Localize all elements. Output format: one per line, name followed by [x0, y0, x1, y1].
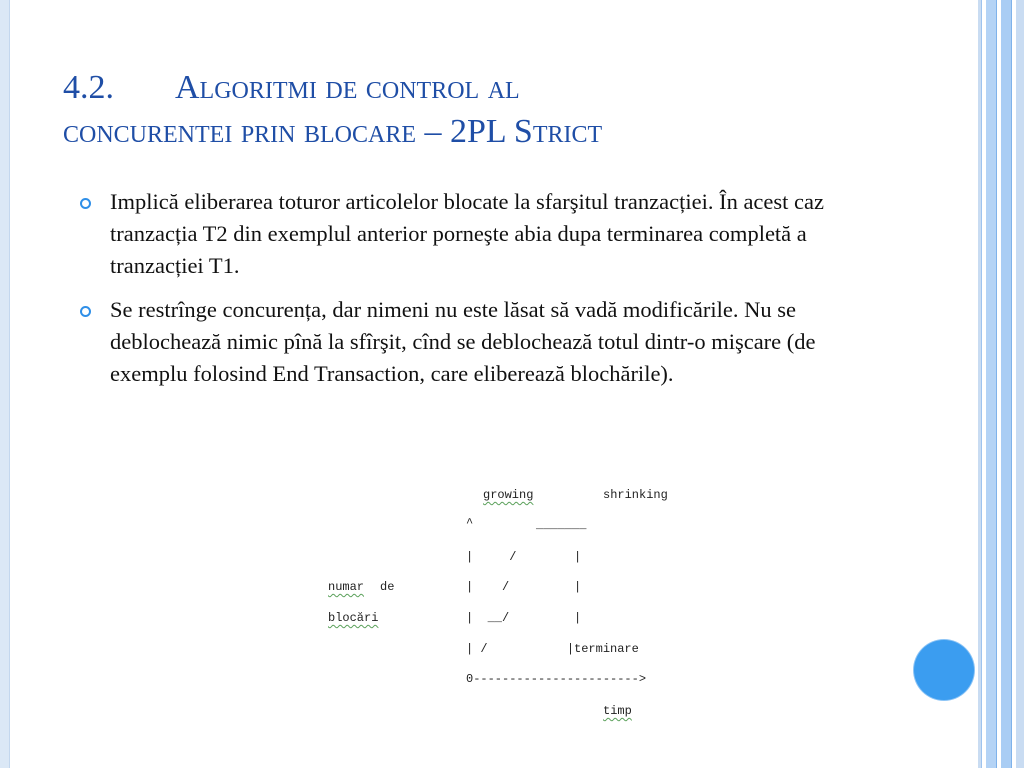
- plateau-line: _______: [536, 518, 587, 532]
- bullet-text: Implică eliberarea toturor articolelor blocate la sfarşitul tranzacției. În acest caz tranzacția T2 din exemplul anterior porneşte abia dupa terminarea completă a tranzacției T1.: [110, 189, 824, 278]
- y-label-blocari: blocări: [328, 611, 379, 625]
- diagram-row-4: | / |terminare: [466, 642, 639, 656]
- decorative-circle: [914, 640, 974, 700]
- y-label-numar: numar: [328, 580, 365, 594]
- 2pl-diagram: [300, 480, 780, 730]
- y-label-de: de: [380, 580, 395, 594]
- label-growing: growing: [483, 488, 534, 502]
- bullet-text: Se restrînge concurența, dar nimeni nu este lăsat să vadă modificările. Nu se deblochează nimic pînă la sfîrşit, cînd se deblochează totul dintr-o mişcare (de exemplu folosind End Transaction, care eliberează blochările).: [110, 297, 816, 386]
- diagram-row-1: | / |: [466, 550, 582, 564]
- bullet-item: [80, 186, 880, 282]
- title-line-2: concurentei prin blocare – 2PL Strict: [63, 113, 603, 150]
- y-axis-arrow: ^: [466, 516, 474, 530]
- x-axis: 0----------------------->: [466, 672, 647, 686]
- right-frame-stripes: [978, 0, 1024, 768]
- slide-title: [63, 66, 923, 154]
- diagram-row-2: | / |: [466, 580, 582, 594]
- bullet-list: [80, 186, 880, 402]
- x-label-timp: timp: [603, 704, 632, 718]
- bullet-item: [80, 294, 880, 390]
- label-shrinking: shrinking: [603, 488, 668, 502]
- bullet-ring-icon: [80, 306, 91, 317]
- section-number: 4.2.: [63, 69, 114, 106]
- title-line-1: Algoritmi de control al: [175, 69, 520, 106]
- bullet-ring-icon: [80, 198, 91, 209]
- left-frame-border: [0, 0, 10, 768]
- diagram-row-3: | __/ |: [466, 611, 582, 625]
